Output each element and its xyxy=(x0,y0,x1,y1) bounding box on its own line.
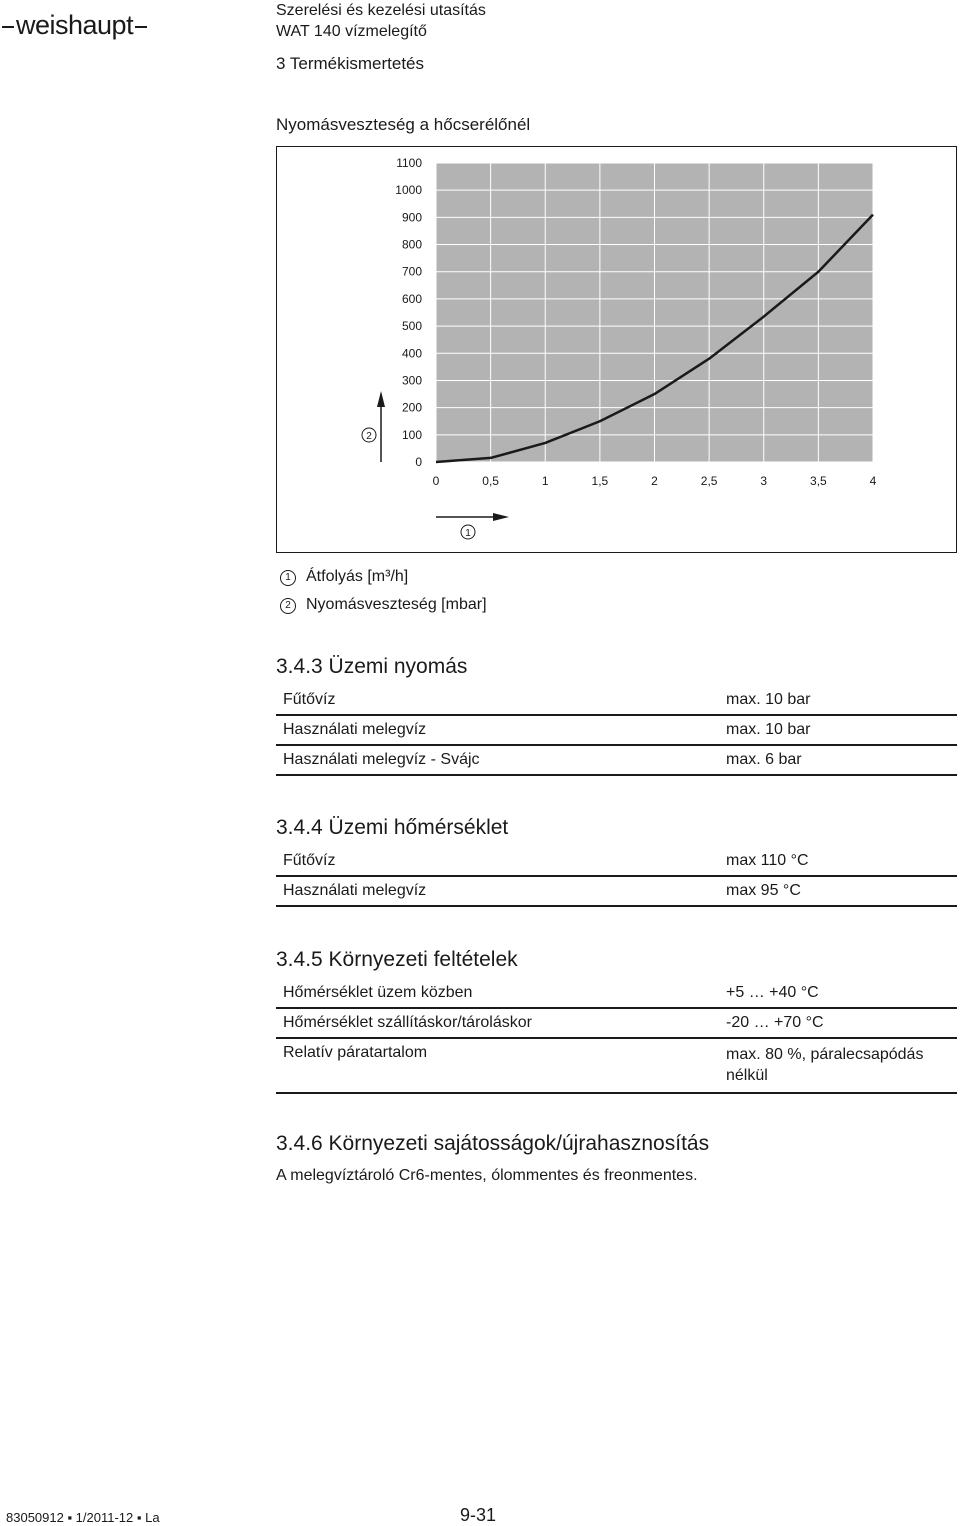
table-row: Használati melegvíz max. 10 bar xyxy=(276,715,957,745)
section-title: 3 Termékismertetés xyxy=(276,54,424,74)
brand-logo: weishaupt xyxy=(0,10,149,41)
heading-recycling: 3.4.6 Környezeti sajátosságok/újrahasznosítás xyxy=(276,1132,709,1156)
heading-operating-pressure: 3.4.3 Üzemi nyomás xyxy=(276,655,467,679)
x-tick-label: 0 xyxy=(433,474,440,488)
chart-frame xyxy=(276,146,957,553)
y-tick-label: 0 xyxy=(415,455,422,469)
table-row: Relatív páratartalom max. 80 %, páralecsapódás nélkül xyxy=(276,1038,957,1093)
y-tick-label: 500 xyxy=(402,319,422,333)
y-tick-label: 300 xyxy=(402,373,422,387)
y-marker-number: 2 xyxy=(366,431,372,442)
y-tick-label: 400 xyxy=(402,346,422,360)
environment-table xyxy=(276,979,957,1094)
y-tick-label: 200 xyxy=(402,401,422,415)
y-tick-label: 600 xyxy=(402,292,422,306)
x-marker-number: 1 xyxy=(465,528,471,539)
heading-environment: 3.4.5 Környezeti feltételek xyxy=(276,948,518,972)
x-arrow-head xyxy=(493,513,509,521)
chart-title: Nyomásveszteség a hőcserélőnél xyxy=(276,115,530,135)
x-tick-label: 1,5 xyxy=(592,474,609,488)
legend-label: Átfolyás [m³/h] xyxy=(306,568,408,585)
y-tick-label: 800 xyxy=(402,238,422,252)
temperature-table xyxy=(276,847,957,907)
y-tick-label: 900 xyxy=(402,210,422,224)
table-row: Használati melegvíz max 95 °C xyxy=(276,876,957,906)
y-tick-label: 100 xyxy=(402,428,422,442)
y-tick-label: 1100 xyxy=(396,156,422,170)
doc-title: Szerelési és kezelési utasítás xyxy=(276,2,486,20)
x-tick-label: 3,5 xyxy=(810,474,827,488)
y-tick-label: 1000 xyxy=(395,183,422,197)
x-tick-label: 4 xyxy=(870,474,877,488)
legend-item-2 xyxy=(280,596,487,614)
x-tick-label: 2 xyxy=(651,474,658,488)
pressure-loss-chart xyxy=(277,147,956,552)
document-code: 83050912 ▪ 1/2011-12 ▪ La xyxy=(6,1510,160,1525)
table-row: Fűtővíz max 110 °C xyxy=(276,847,957,876)
y-arrow-head xyxy=(377,391,385,407)
legend-number: 1 xyxy=(280,570,296,586)
heading-operating-temperature: 3.4.4 Üzemi hőmérséklet xyxy=(276,816,508,840)
x-tick-label: 3 xyxy=(760,474,767,488)
pressure-table xyxy=(276,686,957,776)
table-row: Hőmérséklet üzem közben +5 … +40 °C xyxy=(276,979,957,1008)
legend-number: 2 xyxy=(280,598,296,614)
x-tick-label: 2,5 xyxy=(701,474,718,488)
table-row: Hőmérséklet szállításkor/tároláskor -20 … +70 °C xyxy=(276,1008,957,1038)
legend-item-1 xyxy=(280,568,408,586)
x-tick-label: 1 xyxy=(542,474,549,488)
table-row: Használati melegvíz - Svájc max. 6 bar xyxy=(276,745,957,775)
doc-subtitle: WAT 140 vízmelegítő xyxy=(276,23,427,41)
table-row: Fűtővíz max. 10 bar xyxy=(276,686,957,715)
y-tick-label: 700 xyxy=(402,265,422,279)
page-number: 9-31 xyxy=(460,1505,496,1526)
legend-label: Nyomásveszteség [mbar] xyxy=(306,596,487,613)
recycling-text: A melegvíztároló Cr6-mentes, ólommentes és freonmentes. xyxy=(276,1167,698,1185)
x-tick-label: 0,5 xyxy=(482,474,499,488)
